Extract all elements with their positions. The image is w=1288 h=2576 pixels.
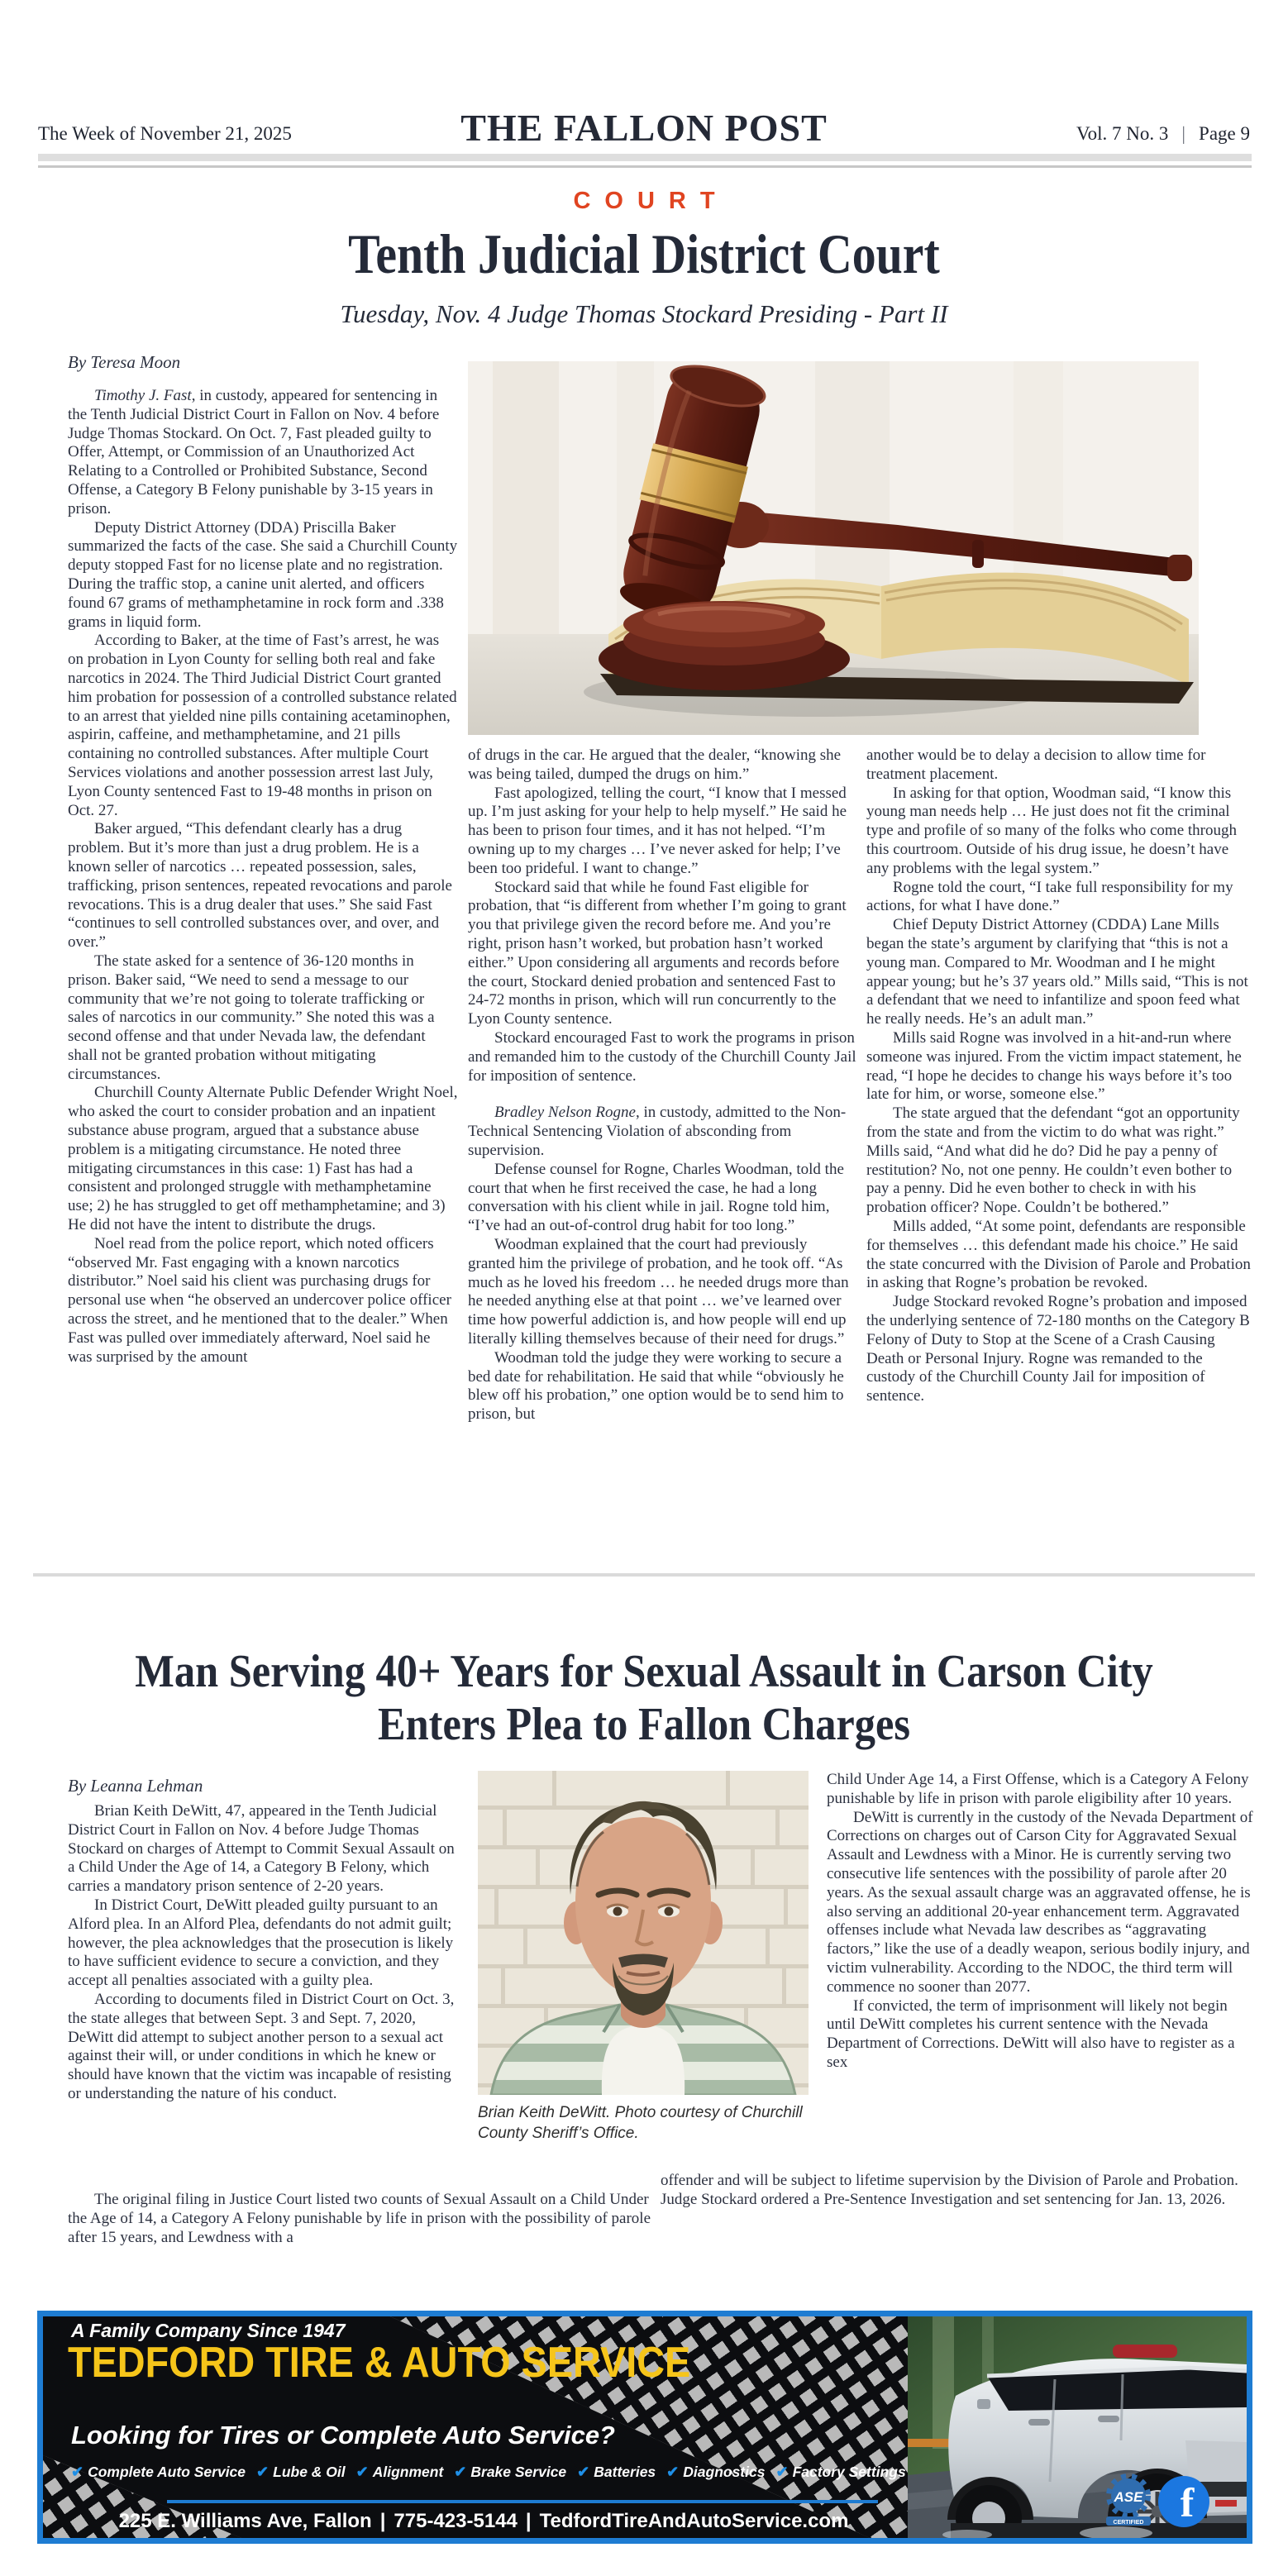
header-rule-thick <box>38 154 1252 161</box>
page-number: Page 9 <box>1199 123 1250 144</box>
defendant-name: Timothy J. Fast <box>94 387 192 404</box>
gavel-photo <box>468 361 1199 735</box>
ad-inner <box>43 2316 1247 2538</box>
paragraph: another would be to delay a decision to allow time for treatment placement. <box>866 747 1206 783</box>
paragraph: According to Baker, at the time of Fast’s arrest, he was on probation in Lyon County for selling both real and fake narcotics in 2024. The Third Judicial District Court granted him probation for possession of a controlled substance related to an arrest that yielded nine pills containing acetaminophen, aspirin, caffeine, and methamphetamine, and 21 pills containing no controlled substances. After multiple Court Services violations and another possession arrest last July, Lyon County sentenced Fast to 19-48 months in prison on Oct. 27. <box>68 632 457 819</box>
ad-question: Looking for Tires or Complete Auto Service? <box>71 2421 615 2450</box>
paragraph: The state argued that the defendant “got an opportunity from the state and from the victim to do what was right.” Mills said, “And what did he do? Did he pay a penny of restitution? No, not one penny. He couldn’t even bother to pay a penny. Did he even bother to check in with his probation officer? Nope. Couldn’t be bothered.” <box>866 1104 1240 1217</box>
paragraph: Woodman told the judge they were working to secure a bed date for rehabilitation. He said that while “obviously he blew off his probation,” one option would be to send him to prison, but <box>468 1348 844 1424</box>
paragraph: Defense counsel for Rogne, Charles Woodman, told the court that when he first received the case, he had a long conversation with his client while in jail. Rogne told him, “I’ve had an out-of-control drug habit for too long.” <box>468 1160 844 1235</box>
volume-page <box>1076 123 1250 145</box>
section-label-court: COURT <box>573 188 729 214</box>
service-item: ✔ Complete Auto Service <box>71 2464 246 2480</box>
ad-services-list <box>71 2464 906 2481</box>
check-icon: ✔ <box>666 2464 680 2480</box>
paragraph: offender and will be subject to lifetime supervision by the Division of Parole and Probation. Judge Stockard ordered a Pre-Sentence Investigation and set sentencing for Jan. 13, 2026. <box>661 2172 1238 2208</box>
article1-column-3 <box>866 747 1253 1406</box>
paragraph: Fast apologized, telling the court, “I know that I messed up. I’m just asking for your help to help myself.” He said he has been to prison four times, and it has not helped. “I’m owning up to my charges … I’ve never asked for help; I’ve been too prideful. I want to change.” <box>468 784 847 877</box>
paragraph: According to documents filed in District Court on Oct. 3, the state alleges that between Sept. 3 and Sept. 7, 2020, DeWitt did attempt to subject another person to a sexual act against their will, or under conditions in which he knew or should have known that the victim was incapable of resisting or understanding the nature of his conduct. <box>68 1990 455 2102</box>
article1-column-1 <box>68 387 458 1367</box>
svg-text:CERTIFIED: CERTIFIED <box>1113 2520 1144 2526</box>
article2-column-1 <box>68 1802 458 2104</box>
check-icon: ✔ <box>454 2464 467 2480</box>
service-item: ✔ Batteries <box>577 2464 656 2480</box>
masthead-title: THE FALLON POST <box>460 107 828 149</box>
paragraph: Stockard encouraged Fast to work the programs in prison and remanded him to the custody of the Churchill County Jail for imposition of sentence. <box>468 1028 856 1085</box>
paragraph: Baker argued, “This defendant clearly has a drug problem. But it’s more than just a drug problem. He is a known seller of narcotics … repeated possession, sales, trafficking, prison sentences, repeated revocations and parole revocations. This is a drug dealer that uses.” She said Fast “continues to sell controlled substances over, and over, and over.” <box>68 820 452 952</box>
ad-divider-line <box>167 2500 878 2503</box>
article1-headline <box>0 222 1288 287</box>
ad-phone: 775-423-5144 <box>394 2510 518 2532</box>
service-item: ✔ Diagnostics <box>666 2464 766 2480</box>
paragraph: Judge Stockard revoked Rogne’s probation and imposed the underlying sentence of 72-180 months on the Category B Felony of Duty to Stop at the Scene of a Crash Causing Death or Personal Injury. Rogne was remanded to the custody of the Churchill County Jail for imposition of sentence. <box>866 1293 1250 1405</box>
paragraph: Mills added, “At some point, defendants are responsible for themselves … this defendant made his choice.” He said the state concurred with the Division of Parole and Probation in asking that Rogne’s probation be revoked. <box>866 1217 1251 1292</box>
paragraph: Woodman explained that the court had previously granted him the privilege of probation, and he took off. “As much as he loved his freedom … he needed drugs more than he needed anything else at that point … we’ve learned over time how powerful addiction is, and how people will end up literally killing themselves because of their need for drugs.” <box>468 1235 849 1348</box>
paragraph: In District Court, DeWitt pleaded guilty pursuant to an Alford plea. In an Alford Plea, defendants do not admit guilt; however, the plea acknowledges that the prosecution is likely to have sufficient evidence to secure a conviction, and they accept all penalties associated with a guilty plea. <box>68 1896 454 1990</box>
article2-headline <box>57 1645 1231 1751</box>
paragraph: DeWitt is currently in the custody of the Nevada Department of Corrections on charges out of Carson City for Aggravated Sexual Assault and Lewdness with a Minor. He is currently serving two consecutive life sentences with the possibility of parole after 20 years. As the sexual assault charge was an aggravated offense, he is also serving an additional 20-year enhancement term. Aggravated offenses include what Nevada law describes as “aggravating factors,” like the use of a deadly weapon, serious bodily injury, and victim vulnerability. According to the NDOC, the third term will commence no sooner than 2077. <box>827 1808 1253 1996</box>
gavel-illustration <box>468 361 1199 735</box>
header-divider: | <box>1181 123 1186 144</box>
paragraph: Deputy District Attorney (DDA) Priscilla Baker summarized the facts of the case. She said a Churchill County deputy stopped Fast for no license plate and no registration. During the traffic stop, a canine unit alerted, and officers found 67 grams of methamphetamine in rock form and .338 grams in liquid form. <box>68 518 458 631</box>
ad-address: 225 E. Williams Ave, Fallon <box>118 2510 372 2532</box>
check-icon: ✔ <box>256 2464 270 2480</box>
ad-contact-line <box>60 2510 908 2533</box>
check-icon: ✔ <box>71 2464 84 2480</box>
paragraph: Stockard said that while he found Fast eligible for probation, that “is different from whether I’m going to grant you that privilege given the record before me. And you’re right, prison hasn’t worked, but probation hasn’t worked either.” Upon considering all arguments and records before the court, Stockard denied probation and sentenced Fast to 24-72 months in prison, which will run concurrently to the Lyon County sentence. <box>468 878 847 1028</box>
mugshot-caption: Brian Keith DeWitt. Photo courtesy of Churchill County Sheriff’s Office. <box>478 2104 803 2142</box>
ad-website: TedfordTireAndAutoService.com <box>539 2510 849 2532</box>
svg-text:f: f <box>1180 2479 1195 2526</box>
article1-subhead: Tuesday, Nov. 4 Judge Thomas Stockard Presiding - Part II <box>340 299 948 328</box>
paragraph: Mills said Rogne was involved in a hit-and-run where someone was injured. From the victim impact statement, he read, “I hope he decides to change his ways before it’s too late for him, or worse, someone else.” <box>866 1028 1242 1104</box>
article2-column-3 <box>827 1771 1253 2073</box>
paragraph: Chief Deputy District Attorney (CDDA) Lane Mills began the state’s argument by clarifying that “this is not a young man. Compared to Mr. Woodman and I he might appear young; but he’s 37 years old.” Mills said, “This is not a defendant that we need to infantilize and spoon feed what he really needs. He’s an adult man.” <box>866 916 1248 1028</box>
article2-headline-text: Man Serving 40+ Years for Sexual Assault in Carson City Enters Plea to Fallon Charges <box>135 1646 1153 1750</box>
service-item: ✔ Factory Settings <box>775 2464 906 2480</box>
paragraph: Child Under Age 14, a First Offense, which is a Category A Felony punishable by life in prison with parole eligibility after 10 years. <box>827 1771 1249 1807</box>
article2-bottom-left-paragraph <box>68 2191 670 2247</box>
paragraph: If convicted, the term of imprisonment will likely not begin until DeWitt completes his current sentence with the Nevada Department of Corrections. DeWitt will also have to register as a sex <box>827 1996 1235 2071</box>
svg-text:ASE: ASE <box>1114 2489 1143 2505</box>
header-rule-thin <box>38 165 1252 168</box>
check-icon: ✔ <box>577 2464 590 2480</box>
ad-tagline: A Family Company Since 1947 <box>71 2320 346 2341</box>
paragraph: The state asked for a sentence of 36-120 months in prison. Baker said, “We need to send a message to our community that we’re not going to tolerate trafficking or sales of narcotics in our community.” She noted this was a second offense and that under Nevada law, the defendant shall not be granted probation without mitigating circumstances. <box>68 952 435 1083</box>
ad-title: TEDFORD TIRE & AUTO SERVICE <box>68 2339 691 2387</box>
tedford-tire-ad <box>37 2311 1252 2544</box>
paragraph: The original filing in Justice Court listed two counts of Sexual Assault on a Child Under the Age of 14, a Category A Felony punishable by life in prison with the possibility of parole after 15 years, and Lewdness with a <box>68 2191 651 2246</box>
service-item: ✔ Lube & Oil <box>256 2464 346 2480</box>
service-item: ✔ Alignment <box>355 2464 444 2480</box>
article2-bottom-right-paragraph <box>661 2172 1253 2210</box>
check-icon: ✔ <box>775 2464 789 2480</box>
article-divider-rule <box>33 1573 1255 1577</box>
paragraph: Churchill County Alternate Public Defender Wright Noel, who asked the court to consider probation and an inpatient substance abuse program, argued that a substance abuse problem is a mitigating circumstance. He noted three mitigating circumstances in this case: 1) Fast has had a consistent and prolonged struggle with methamphetamine use; 2) he has struggled to get off methamphetamine; and 3) He did not have the intent to distribute the drugs. <box>68 1084 458 1234</box>
article1-headline-text: Tenth Judicial District Court <box>348 222 940 285</box>
contact-divider: | <box>525 2510 532 2532</box>
paragraph: Rogne told the court, “I take full responsibility for my actions, for what I have done.” <box>866 878 1233 915</box>
article1-byline: By Teresa Moon <box>68 352 181 372</box>
contact-divider: | <box>379 2510 386 2532</box>
check-icon: ✔ <box>355 2464 369 2480</box>
defendant-name: Bradley Nelson Rogne <box>494 1104 636 1122</box>
paragraph: Timothy J. Fast, in custody, appeared for sentencing in the Tenth Judicial District Court in Fallon on Nov. 4 before Judge Thomas Stockard. On Oct. 7, Fast pleaded guilty to Offer, Attempt, or Commission of an Unauthorized Act Relating to a Controlled or Prohibited Substance, Second Offense, a Category B Felony punishable by 3-15 years in prison. <box>68 387 440 518</box>
paragraph: Bradley Nelson Rogne, in custody, admitted to the Non-Technical Sentencing Violation of absconding from supervision. <box>468 1104 847 1159</box>
service-item: ✔ Brake Service <box>454 2464 567 2480</box>
issue-date: The Week of November 21, 2025 <box>38 123 292 144</box>
paragraph: Brian Keith DeWitt, 47, appeared in the Tenth Judicial District Court in Fallon on Nov. 4 before Judge Thomas Stockard on charges of Attempt to Commit Sexual Assault on a Child Under the Age of 14, a Category B Felony, which carries a mandatory prison sentence of 2-20 years. <box>68 1802 455 1896</box>
paragraph: Noel read from the police report, which noted officers “observed Mr. Fast engaging with a known narcotics distributor.” Noel said his client was purchasing drugs for personal use when “he observed an undercover police officer across the street, and he mentioned that to the dealer.” When Fast was pulled over immediately afterward, Noel said he was surprised by the amount <box>68 1234 451 1366</box>
article1-column-2 <box>468 747 858 1424</box>
ase-certified-icon <box>1103 2473 1154 2528</box>
mugshot-photo <box>478 1771 809 2095</box>
mugshot-figure <box>478 1771 809 2144</box>
article2-byline: By Leanna Lehman <box>68 1776 203 1796</box>
paragraph: In asking for that option, Woodman said, “I know this young man needs help … He just does not fit the criminal type and profile of so many of the folks who come through this courtroom. Outside of his drug issue, he doesn’t have any problems with the legal system.” <box>866 784 1237 877</box>
volume-number: Vol. 7 No. 3 <box>1076 123 1169 144</box>
facebook-icon <box>1157 2475 1210 2528</box>
paragraph: of drugs in the car. He argued that the dealer, “knowing she was being tailed, dumped the drugs on him.” <box>468 747 842 783</box>
